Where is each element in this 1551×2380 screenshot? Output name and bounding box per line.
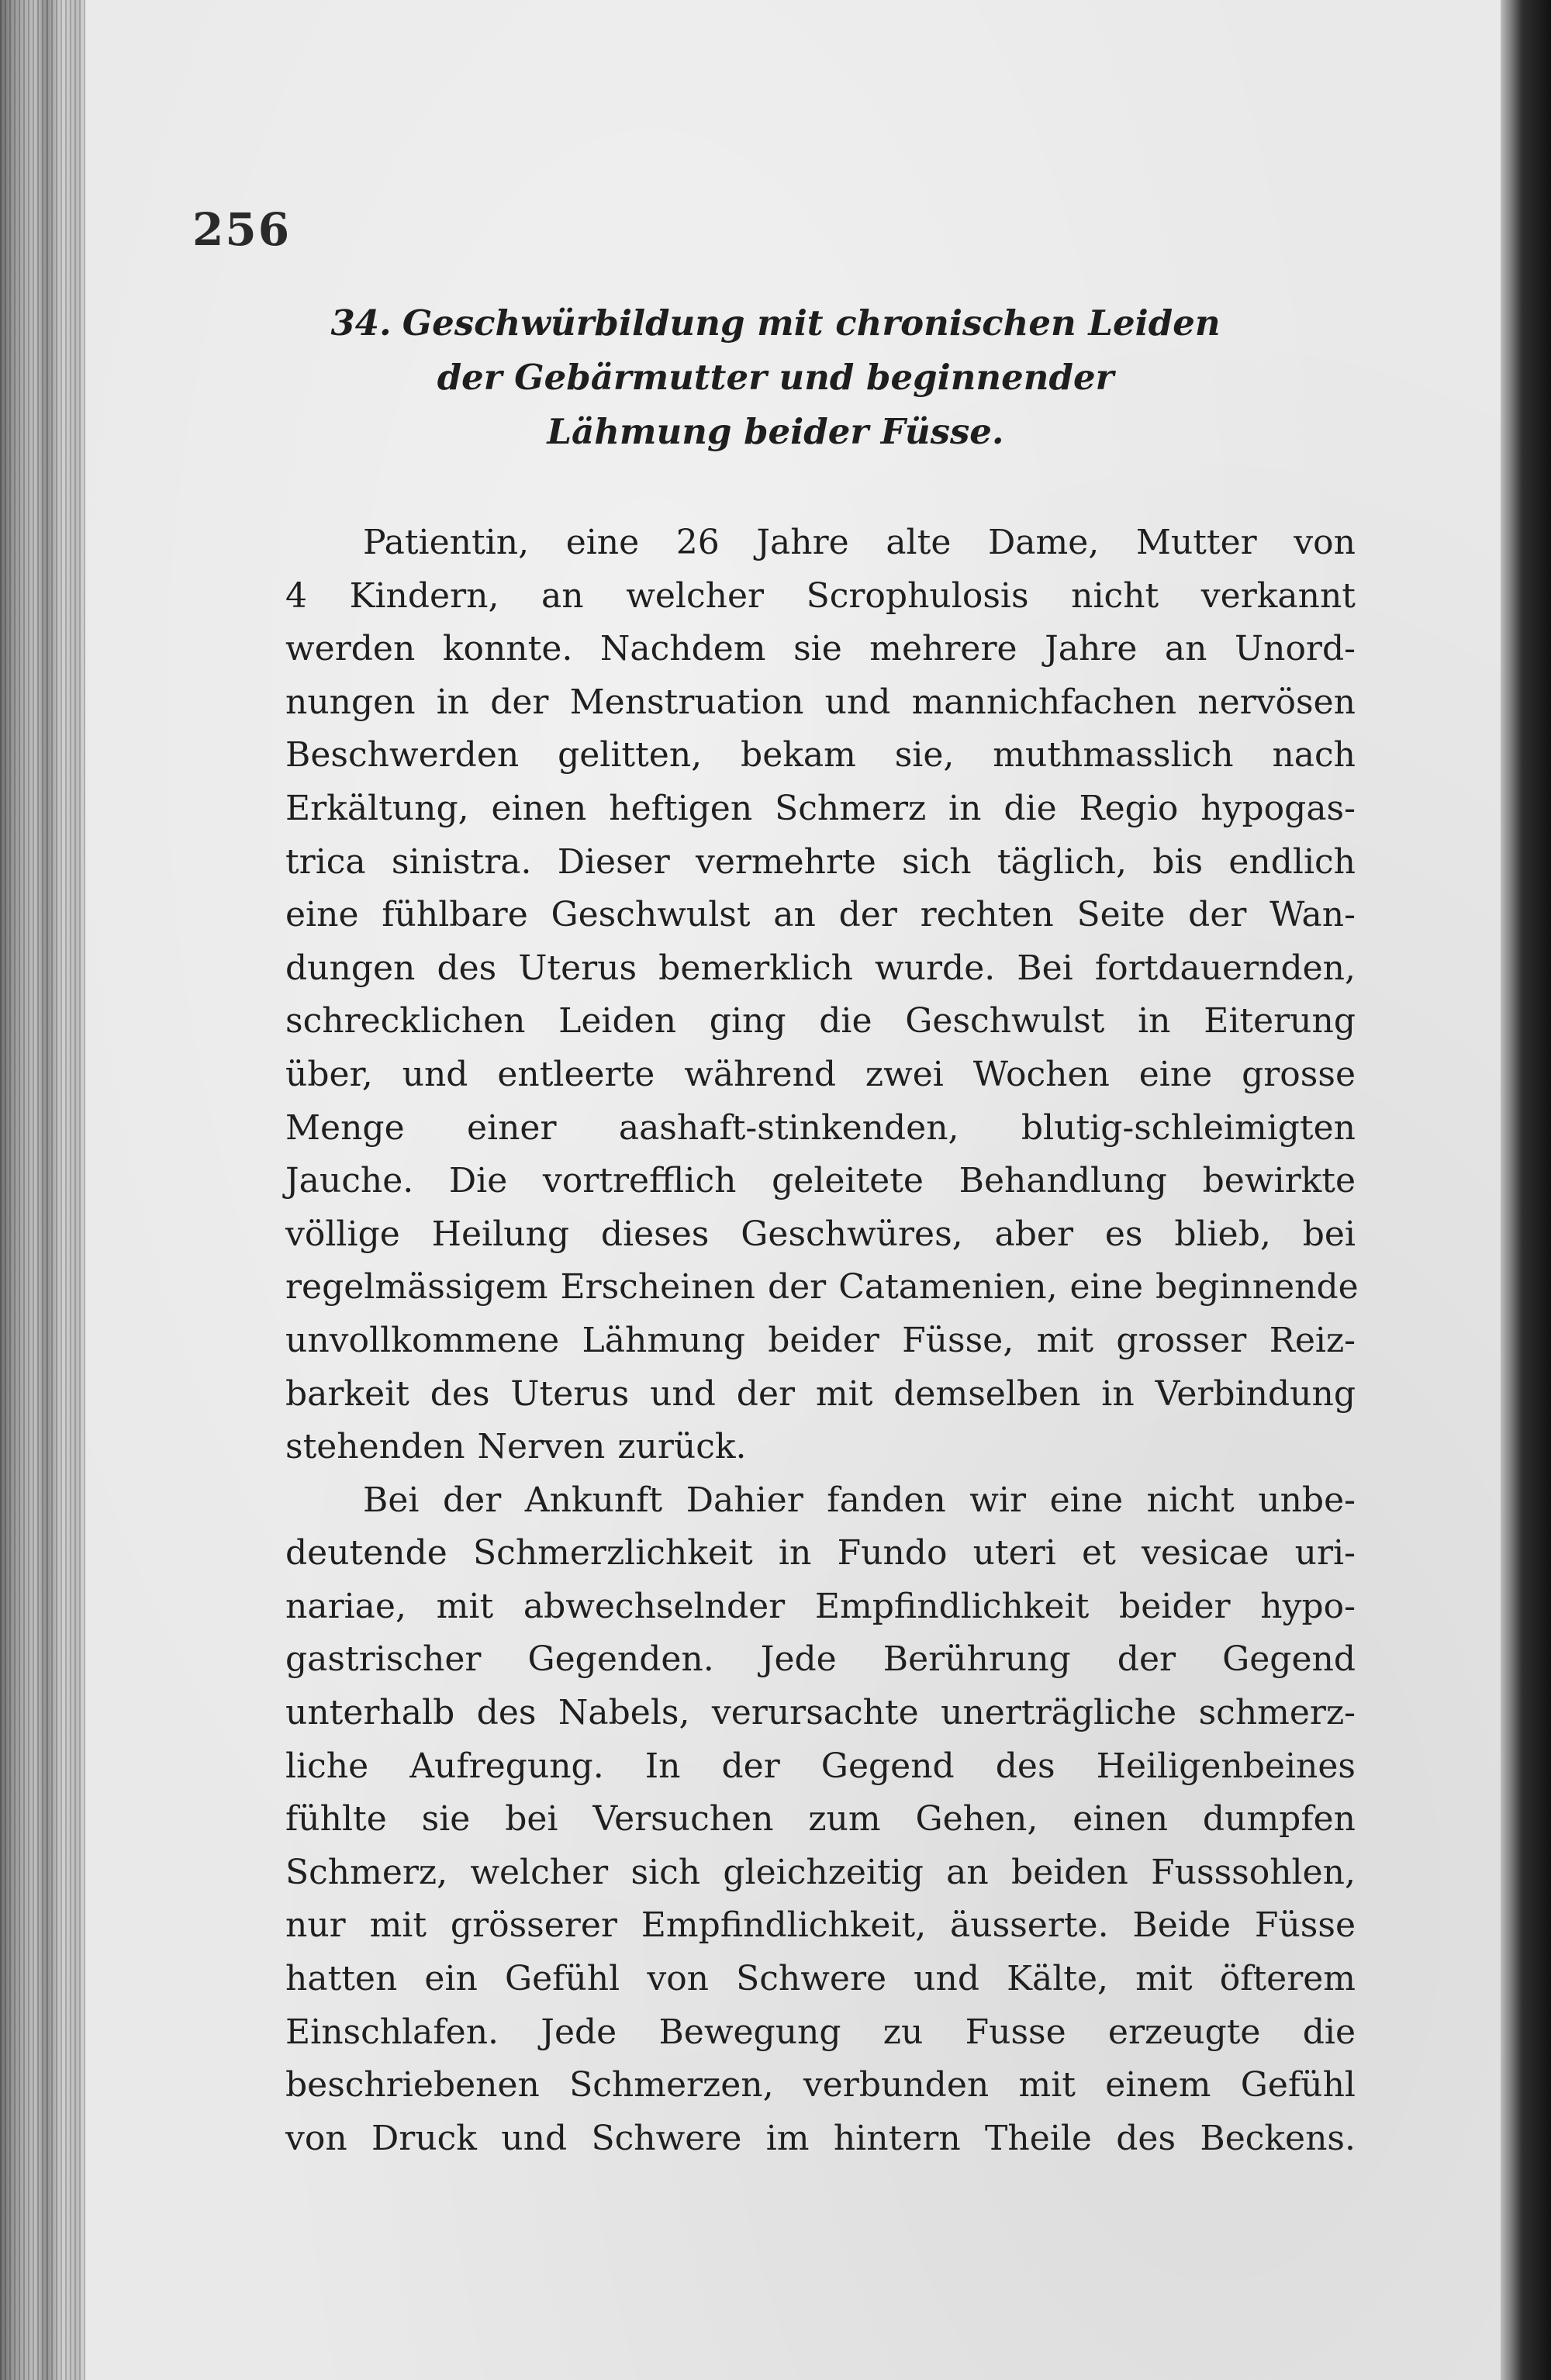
text-line: Bei der Ankunft Dahier fanden wir eine nicht unbe- — [363, 1480, 1356, 1520]
text-line: stehenden Nerven zurück. — [285, 1427, 747, 1467]
text-line: dungen des Uterus bemerklich wurde. Bei fortdauernden, — [285, 948, 1356, 988]
text-line: eine fühlbare Geschwulst an der rechten Seite der Wan- — [285, 895, 1356, 935]
text-line: Erkältung, einen heftigen Schmerz in die Regio hypogas- — [285, 788, 1356, 828]
text-line: Jauche. Die vortrefflich geleitete Behandlung bewirkte — [285, 1161, 1356, 1201]
text-line: nariae, mit abwechselnder Empfindlichkeit beider hypo- — [285, 1586, 1356, 1626]
text-line: beschriebenen Schmerzen, verbunden mit einem Gefühl — [285, 2065, 1356, 2105]
text-line: Beschwerden gelitten, bekam sie, muthmasslich nach — [285, 735, 1356, 775]
body-text — [285, 516, 1359, 2165]
text-line: nungen in der Menstruation und mannichfachen nervösen — [285, 682, 1356, 722]
text-line: regelmässigem Erscheinen der Catamenien, eine beginnende — [285, 1267, 1359, 1307]
text-line: Einschlafen. Jede Bewegung zu Fusse erzeugte die — [285, 2012, 1356, 2052]
book-page-stack-left — [0, 0, 85, 2380]
section-heading — [194, 296, 1357, 459]
text-line: Schmerz, welcher sich gleichzeitig an beiden Fusssohlen, — [285, 1852, 1356, 1892]
text-line: fühlte sie bei Versuchen zum Gehen, einen dumpfen — [285, 1799, 1356, 1839]
text-line: 4 Kindern, an welcher Scrophulosis nicht verkannt — [285, 575, 1356, 616]
text-line: werden konnte. Nachdem sie mehrere Jahre an Unord- — [285, 629, 1356, 669]
text-line: barkeit des Uterus und der mit demselben in Verbindung — [285, 1373, 1356, 1414]
section-number: 34. — [330, 302, 392, 344]
heading-line-2: der Gebärmutter und beginnender — [437, 357, 1114, 398]
text-line: unvollkommene Lähmung beider Füsse, mit grosser Reiz- — [285, 1320, 1356, 1360]
paragraph-2 — [285, 1474, 1356, 2166]
heading-line-1 — [194, 296, 1357, 351]
text-line: Menge einer aashaft-stinkenden, blutig-schleimigten — [285, 1107, 1356, 1148]
text-line: von Druck und Schwere im hintern Theile des Beckens. — [285, 2118, 1356, 2158]
text-line: gastrischer Gegenden. Jede Berührung der Gegend — [285, 1639, 1356, 1680]
text-line: schrecklichen Leiden ging die Geschwulst in Eiterung — [285, 1001, 1356, 1041]
heading-line-3: Lähmung beider Füsse. — [547, 411, 1004, 452]
text-line: trica sinistra. Dieser vermehrte sich täglich, bis endlich — [285, 841, 1356, 882]
heading-text-1: Geschwürbildung mit chronischen Leiden — [402, 302, 1221, 344]
page-number: 256 — [192, 203, 292, 256]
text-line: unterhalb des Nabels, verursachte unerträgliche schmerz- — [285, 1693, 1356, 1733]
text-line: nur mit grösserer Empfindlichkeit, äusserte. Beide Füsse — [285, 1905, 1356, 1946]
paragraph-1 — [285, 516, 1359, 1474]
book-binding-right — [1501, 0, 1551, 2380]
text-line: hatten ein Gefühl von Schwere und Kälte, mit öfterem — [285, 1959, 1356, 1999]
text-line: liche Aufregung. In der Gegend des Heiligenbeines — [285, 1746, 1356, 1786]
text-line: völlige Heilung dieses Geschwüres, aber es blieb, bei — [285, 1214, 1356, 1254]
text-line: über, und entleerte während zwei Wochen eine grosse — [285, 1054, 1356, 1094]
text-line: Patientin, eine 26 Jahre alte Dame, Mutter von — [363, 523, 1356, 562]
text-line: deutende Schmerzlichkeit in Fundo uteri et vesicae uri- — [285, 1533, 1356, 1573]
